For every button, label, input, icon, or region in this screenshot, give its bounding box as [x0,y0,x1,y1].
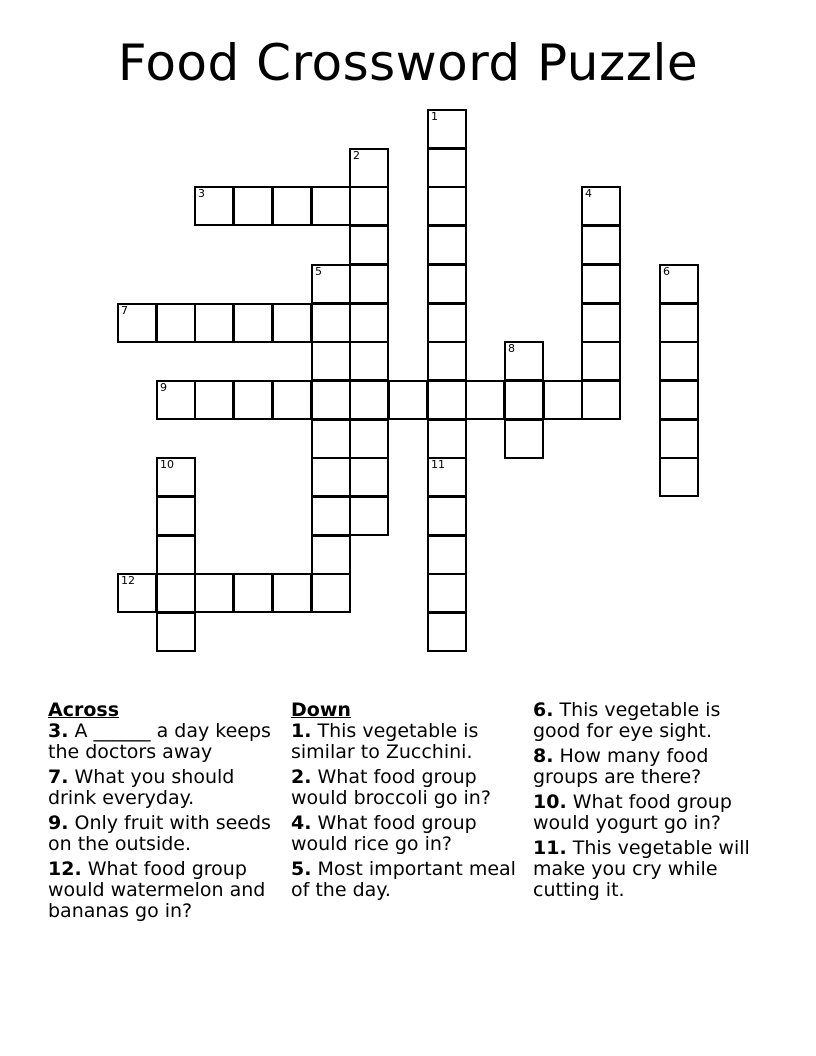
grid-cell[interactable] [311,573,351,613]
clue-text: How many food groups are there? [533,745,709,788]
grid-cell[interactable] [194,303,234,343]
grid-cell[interactable] [427,264,467,304]
grid-cell[interactable] [349,225,389,265]
clue-number: 8. [533,745,554,767]
grid-cell[interactable] [659,341,699,381]
down-heading: Down [291,699,351,721]
clue-number: 9. [48,812,69,834]
grid-cell[interactable] [581,264,621,304]
clue-down-10 [533,792,773,834]
cell-number: 4 [585,187,592,200]
grid-cell[interactable] [272,303,312,343]
grid-cell[interactable] [504,419,544,459]
grid-cell[interactable] [465,380,505,420]
cell-number: 12 [121,574,135,587]
clue-text: What food group would yogurt go in? [533,791,732,834]
grid-cell[interactable] [427,419,467,459]
grid-cell[interactable] [427,109,467,149]
grid-cell[interactable] [349,419,389,459]
grid-cell[interactable] [156,303,196,343]
grid-cell[interactable] [311,457,351,497]
grid-cell[interactable] [156,535,196,575]
grid-cell[interactable] [427,186,467,226]
clue-number: 5. [291,858,312,880]
grid-cell[interactable] [156,612,196,652]
clue-text: What you should drink everyday. [48,766,235,809]
grid-cell[interactable] [659,457,699,497]
clue-down-4 [291,813,526,855]
grid-cell[interactable] [156,457,196,497]
down-clues [291,700,526,905]
grid-cell[interactable] [427,496,467,536]
clue-number: 2. [291,766,312,788]
cell-number: 9 [160,381,167,394]
clue-number: 1. [291,720,312,742]
grid-cell[interactable] [349,380,389,420]
clue-across-7 [48,767,283,809]
grid-cell[interactable] [311,341,351,381]
grid-cell[interactable] [156,573,196,613]
cell-number: 1 [431,110,438,123]
grid-cell[interactable] [311,496,351,536]
cell-number: 11 [431,458,445,471]
cell-number: 2 [353,149,360,162]
across-clues [48,700,283,926]
grid-cell[interactable] [311,303,351,343]
clue-number: 11. [533,837,567,859]
grid-cell[interactable] [659,419,699,459]
grid-cell[interactable] [311,535,351,575]
grid-cell[interactable] [349,148,389,188]
clue-number: 6. [533,699,554,721]
grid-cell[interactable] [311,264,351,304]
grid-cell[interactable] [659,303,699,343]
grid-cell[interactable] [581,341,621,381]
clue-text: What food group would watermelon and bananas go in? [48,858,266,922]
grid-cell[interactable] [581,380,621,420]
grid-cell[interactable] [233,186,273,226]
grid-cell[interactable] [427,457,467,497]
clue-text: Only fruit with seeds on the outside. [48,812,271,855]
grid-cell[interactable] [194,186,234,226]
grid-cell[interactable] [427,612,467,652]
clue-text: This vegetable is similar to Zucchini. [291,720,479,763]
cell-number: 3 [198,187,205,200]
grid-cell[interactable] [427,225,467,265]
clue-number: 7. [48,766,69,788]
clue-number: 12. [48,858,82,880]
puzzle-title: Food Crossword Puzzle [117,34,699,92]
grid-cell[interactable] [659,380,699,420]
grid-cell[interactable] [117,303,157,343]
grid-cell[interactable] [349,496,389,536]
cell-number: 10 [160,458,174,471]
grid-cell[interactable] [194,380,234,420]
clue-across-3 [48,721,283,763]
grid-cell[interactable] [156,380,196,420]
grid-cell[interactable] [349,341,389,381]
grid-cell[interactable] [388,380,428,420]
grid-cell[interactable] [581,186,621,226]
grid-cell[interactable] [581,225,621,265]
cell-number: 7 [121,304,128,317]
grid-cell[interactable] [581,303,621,343]
grid-cell[interactable] [272,186,312,226]
grid-cell[interactable] [427,303,467,343]
clue-text: Most important meal of the day. [291,858,516,901]
grid-cell[interactable] [233,303,273,343]
grid-cell[interactable] [427,380,467,420]
grid-cell[interactable] [543,380,583,420]
clue-down-11 [533,838,773,901]
grid-cell[interactable] [349,186,389,226]
cell-number: 6 [663,265,670,278]
clue-down-5 [291,859,526,901]
grid-cell[interactable] [349,264,389,304]
clue-text: A ______ a day keeps the doctors away [48,720,271,763]
grid-cell[interactable] [194,573,234,613]
grid-cell[interactable] [311,419,351,459]
across-heading: Across [48,699,120,721]
clue-text: What food group would rice go in? [291,812,477,855]
grid-cell[interactable] [427,573,467,613]
grid-cell[interactable] [272,380,312,420]
grid-cell[interactable] [504,380,544,420]
grid-cell[interactable] [504,341,544,381]
clue-across-9 [48,813,283,855]
grid-cell[interactable] [349,457,389,497]
grid-cell[interactable] [117,573,157,613]
grid-cell[interactable] [659,264,699,304]
down-clues-continued [533,700,773,905]
cell-number: 5 [315,265,322,278]
grid-cell[interactable] [427,341,467,381]
clue-down-6 [533,700,773,742]
cell-number: 8 [508,342,515,355]
clue-number: 3. [48,720,69,742]
clue-number: 4. [291,812,312,834]
clue-text: This vegetable is good for eye sight. [533,699,721,742]
grid-cell[interactable] [349,303,389,343]
grid-cell[interactable] [427,148,467,188]
grid-cell[interactable] [233,380,273,420]
clue-down-1 [291,721,526,763]
clue-text: This vegetable will make you cry while cutting it. [533,837,750,901]
grid-cell[interactable] [311,380,351,420]
grid-cell[interactable] [427,535,467,575]
grid-cell[interactable] [311,186,351,226]
clue-down-2 [291,767,526,809]
clue-text: What food group would broccoli go in? [291,766,491,809]
grid-cell[interactable] [272,573,312,613]
clue-number: 10. [533,791,567,813]
clue-down-8 [533,746,773,788]
clue-across-12 [48,859,283,922]
grid-cell[interactable] [156,496,196,536]
grid-cell[interactable] [233,573,273,613]
